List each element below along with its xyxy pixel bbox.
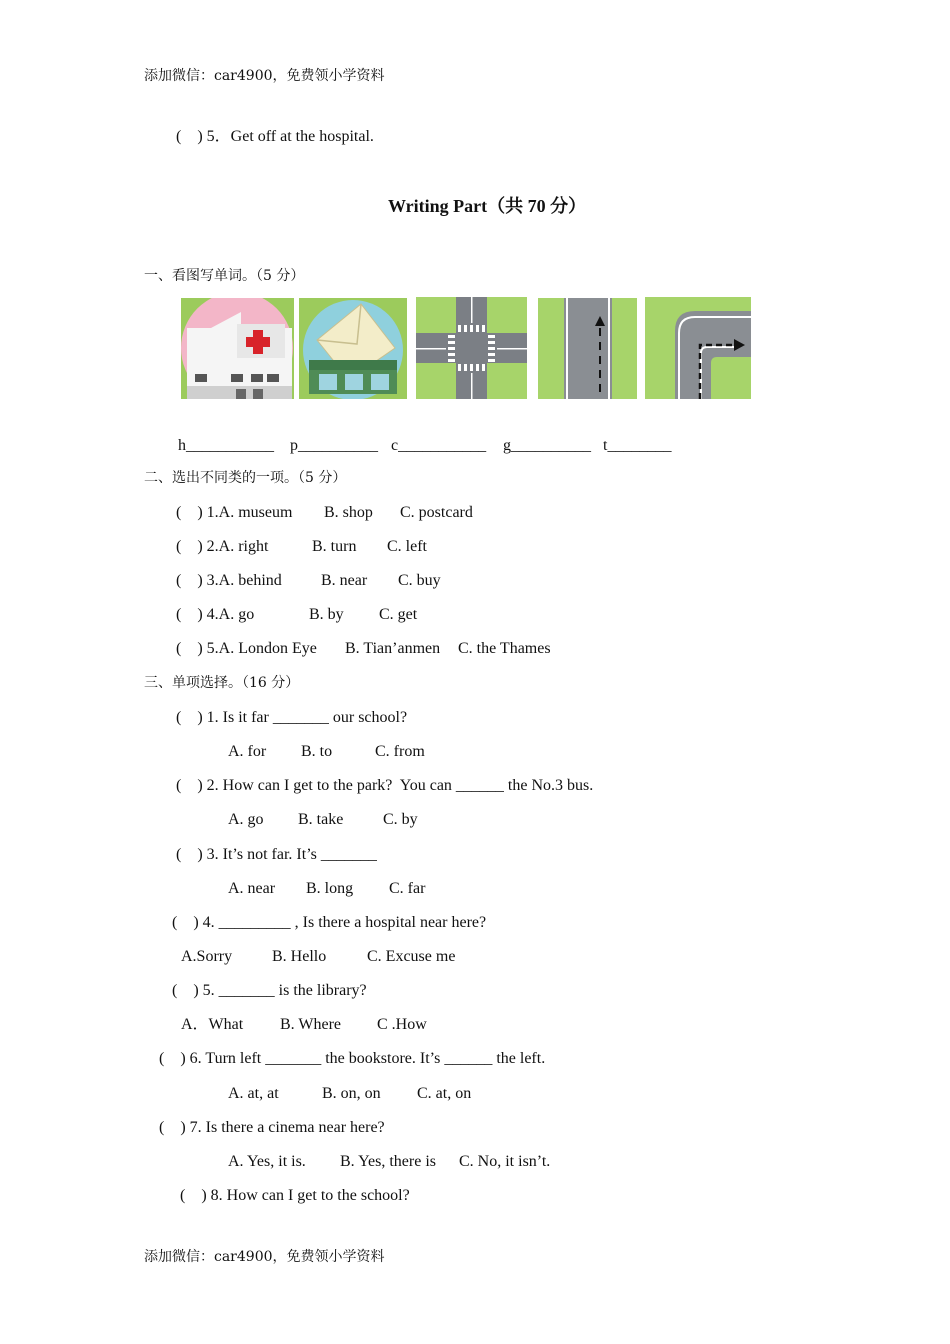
blank-4[interactable]: g__________: [503, 437, 591, 454]
s3-q1-a: A. for: [228, 743, 267, 760]
s3-q7-a: A. Yes, it is.: [228, 1153, 306, 1170]
s3-q1-b: B. to: [301, 743, 333, 760]
s3-q3-a: A. near: [228, 880, 276, 897]
s3-q2-stem: ( ) 2. How can I get to the park? You can ______ the No.3 bus.: [176, 777, 594, 794]
s3-q3-b: B. long: [306, 880, 354, 897]
writing-part-title: Writing Part（共 70 分）: [388, 196, 587, 216]
s2-q2-c: C. left: [387, 538, 427, 555]
hospital-icon: [181, 298, 294, 399]
s2-q1: ( ) 1.A. museum: [176, 504, 293, 521]
s3-q7-stem: ( ) 7. Is there a cinema near here?: [159, 1119, 385, 1136]
s2-q2-b: B. turn: [312, 538, 357, 555]
s3-q7-c: C. No, it isn’t.: [459, 1153, 551, 1170]
footer-note: 添加微信：car4900，免费领小学资料: [144, 1249, 385, 1265]
s3-q4-stem: ( ) 4. _________ , Is there a hospital near here?: [172, 914, 487, 931]
turn-right-icon: [645, 297, 751, 399]
s3-q4-a: A.Sorry: [181, 948, 233, 965]
s2-q5: ( ) 5.A. London Eye: [176, 640, 317, 657]
s2-q3-b: B. near: [321, 572, 368, 589]
s3-q4-b: B. Hello: [272, 948, 327, 965]
s3-q3-stem: ( ) 3. It’s not far. It’s _______: [176, 846, 377, 863]
s2-q4: ( ) 4.A. go: [176, 606, 255, 623]
crossing-icon: [416, 297, 527, 399]
s3-q6-a: A. at, at: [228, 1085, 279, 1102]
s2-q1-c: C. postcard: [400, 504, 473, 521]
listening-question-5: ( ) 5．Get off at the hospital.: [176, 128, 374, 145]
s2-q4-c: C. get: [379, 606, 418, 623]
s2-q3-c: C. buy: [398, 572, 441, 589]
blank-5[interactable]: t________: [603, 437, 672, 454]
s3-q6-c: C. at, on: [417, 1085, 472, 1102]
section3-heading: 三、单项选择。（16 分）: [144, 675, 300, 691]
section2-heading: 二、选出不同类的一项。（5 分）: [144, 470, 347, 486]
s3-q2-c: C. by: [383, 811, 418, 828]
s3-q6-stem: ( ) 6. Turn left _______ the bookstore. It’s ______ the left.: [159, 1050, 546, 1067]
s2-q1-b: B. shop: [324, 504, 373, 521]
s3-q5-b: B. Where: [280, 1016, 342, 1033]
s3-q3-c: C. far: [389, 880, 426, 897]
s2-q3: ( ) 3.A. behind: [176, 572, 282, 589]
section1-heading: 一、看图写单词。（5 分）: [144, 268, 305, 284]
s2-q5-b: B. Tian’anmen: [345, 640, 441, 657]
post-office-icon: [299, 298, 407, 399]
s3-q5-stem: ( ) 5. _______ is the library?: [172, 982, 367, 999]
s2-q5-c: C. the Thames: [458, 640, 551, 657]
s3-q4-c: C. Excuse me: [367, 948, 456, 965]
s3-q2-a: A. go: [228, 811, 264, 828]
blank-3[interactable]: c___________: [391, 437, 487, 454]
s2-q2: ( ) 2.A. right: [176, 538, 269, 555]
s3-q2-b: B. take: [298, 811, 344, 828]
header-note: 添加微信：car4900，免费领小学资料: [144, 68, 385, 84]
blank-1[interactable]: h___________: [178, 437, 274, 454]
s3-q1-stem: ( ) 1. Is it far _______ our school?: [176, 709, 408, 726]
s3-q5-a: A．What: [181, 1016, 244, 1033]
s3-q8-stem: ( ) 8. How can I get to the school?: [180, 1187, 410, 1204]
s3-q6-b: B. on, on: [322, 1085, 381, 1102]
blank-2[interactable]: p__________: [290, 437, 378, 454]
s2-q4-b: B. by: [309, 606, 344, 623]
s3-q5-c: C .How: [377, 1016, 427, 1033]
s3-q1-c: C. from: [375, 743, 425, 760]
go-straight-icon: [538, 298, 637, 399]
s3-q7-b: B. Yes, there is: [340, 1153, 437, 1170]
